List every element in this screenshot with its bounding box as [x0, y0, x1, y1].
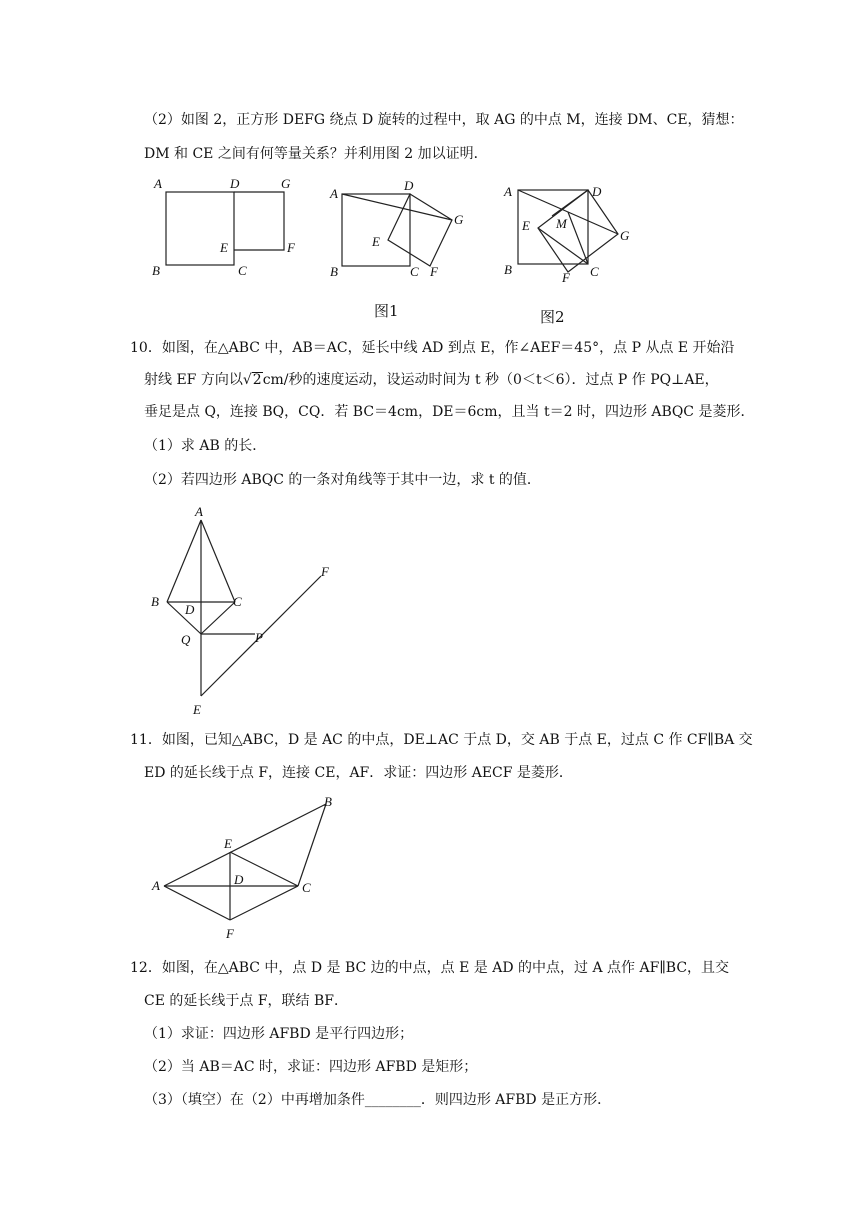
q9-figure-1b — [326, 172, 476, 282]
label: B — [330, 264, 338, 279]
figure-1-caption: 图1 — [374, 302, 399, 320]
q12-line2: CE 的延长线于点 F，联结 BF． — [144, 993, 348, 1009]
label: E — [522, 218, 530, 233]
figure-2-caption: 图2 — [540, 308, 565, 326]
label: B — [324, 794, 332, 809]
label: G — [281, 176, 291, 191]
q12-sub3 — [144, 1090, 611, 1110]
q10-line2-pre: 射线 EF 方向以 — [144, 372, 243, 388]
q12-sub3-post: ．则四边形 AFBD 是正方形． — [420, 1092, 612, 1108]
label: F — [287, 240, 295, 255]
q9-part2-line1: （2）如图 2，正方形 DEFG 绕点 D 旋转的过程中，取 AG 的中点 M，连接 DM、CE，猜想： — [144, 112, 744, 128]
q12-sub2: （2）当 AB＝AC 时，求证：四边形 AFBD 是矩形； — [144, 1059, 478, 1075]
label: A — [504, 184, 512, 199]
q12-line1: 12．如图，在△ABC 中，点 D 是 BC 边的中点，点 E 是 AD 的中点，过 A 点作 AF∥BC，且交 — [130, 960, 730, 976]
label: F — [226, 926, 234, 941]
label: D — [234, 872, 244, 887]
q12-sub1: （1）求证：四边形 AFBD 是平行四边形； — [144, 1026, 414, 1042]
label: F — [430, 264, 438, 279]
label: C — [233, 594, 242, 609]
label: P — [255, 630, 263, 645]
q11-line2: ED 的延长线于点 F，连接 CE，AF．求证：四边形 AECF 是菱形． — [144, 765, 573, 781]
q9-part2-line2: DM 和 CE 之间有何等量关系？并利用图 2 加以证明． — [144, 146, 488, 162]
q10-line2-post: cm/秒的速度运动，设运动时间为 t 秒（0＜t＜6）．过点 P 作 PQ⊥AE， — [262, 372, 719, 388]
q12-sub3-pre: （3）（填空）在（2）中再增加条件 — [144, 1092, 365, 1108]
label: M — [556, 216, 567, 231]
q9-figure-1a — [150, 172, 310, 282]
label: D — [230, 176, 240, 191]
q10-line1: 10．如图，在△ABC 中，AB＝AC，延长中线 AD 到点 E，作∠AEF＝45°，点 P 从点 E 开始沿 — [130, 340, 735, 356]
q10-sub1: （1）求 AB 的长． — [144, 438, 267, 454]
label: E — [372, 234, 380, 249]
label: E — [193, 702, 201, 717]
label: D — [592, 184, 602, 199]
label: C — [238, 263, 247, 278]
q10-line3: 垂足是点 Q，连接 BQ，CQ．若 BC＝4cm，DE＝6cm，且当 t＝2 时，四边形 ABQC 是菱形． — [144, 404, 755, 420]
label: E — [220, 240, 228, 255]
answer-blank: ________ — [364, 1092, 421, 1108]
label: C — [410, 264, 419, 279]
label: F — [321, 564, 329, 579]
label: B — [504, 262, 512, 277]
label: D — [185, 602, 195, 617]
q10-sqrt-value: 2 — [252, 372, 262, 388]
label: G — [454, 212, 464, 227]
label: A — [152, 878, 160, 893]
q11-figure — [148, 792, 348, 950]
label: A — [330, 186, 338, 201]
label: B — [151, 594, 159, 609]
label: A — [195, 504, 203, 519]
label: A — [154, 176, 162, 191]
q10-figure — [145, 500, 345, 720]
label: C — [302, 880, 311, 895]
label: G — [620, 228, 630, 243]
q11-line1: 11．如图，已知△ABC，D 是 AC 的中点，DE⊥AC 于点 D，交 AB 于点 E，过点 C 作 CF∥BA 交 — [130, 732, 753, 748]
q9-figure-2 — [498, 172, 648, 287]
label: D — [404, 178, 414, 193]
label: C — [590, 264, 599, 279]
label: F — [562, 270, 570, 285]
label: B — [152, 263, 160, 278]
label: E — [224, 836, 232, 851]
q10-sub2: （2）若四边形 ABQC 的一条对角线等于其中一边，求 t 的值． — [144, 472, 541, 488]
q10-line2: 射线 EF 方向以√2cm/秒的速度运动，设运动时间为 t 秒（0＜t＜6）．过点 P 作 PQ⊥AE， — [144, 372, 719, 388]
label: Q — [181, 632, 191, 647]
